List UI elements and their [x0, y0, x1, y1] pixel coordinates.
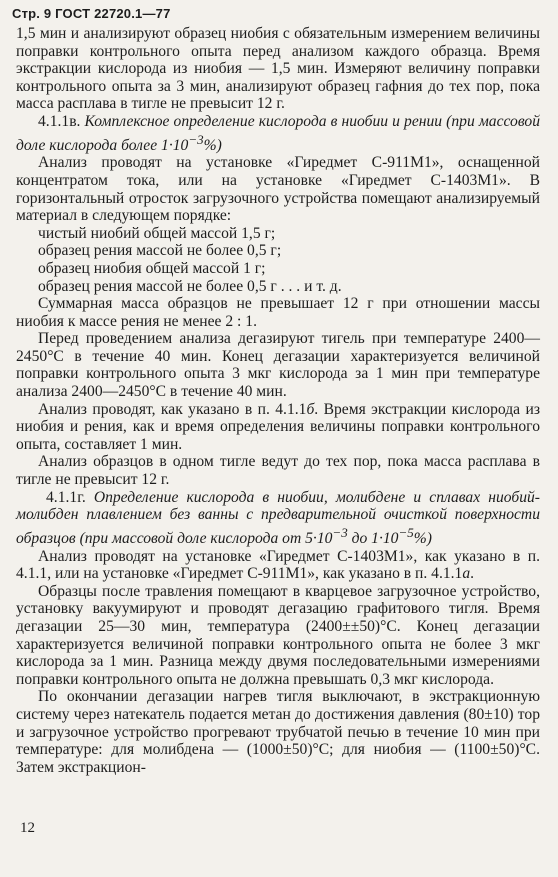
list-item: образец ниобия общей массой 1 г;	[38, 259, 266, 277]
paragraph: 1,5 мин и анализируют образец ниобия с обязательным измерением величины поправки контрольного опыта перед анализом каждого образца. Время экстракции кислорода из ниобия — 1,5 мин. Измеряют величину поправки контрольного опыта за 3 мин, анализируют образец гафния до тех пор, пока масса расплава в тигле не превысит 12 г.	[16, 25, 540, 113]
paragraph: Анализ проводят на установке «Гиредмет С-1403М1», как указано в п. 4.1.1, или на установке «Гиредмет С-911М1», как указано в п. 4.1.1а.	[16, 547, 540, 583]
document-body	[16, 25, 540, 776]
paragraph: Суммарная масса образцов не превышает 12 г при отношении массы ниобия к массе рения не менее 2 : 1.	[16, 295, 540, 330]
paragraph: 4.1.1г. Определение кислорода в ниобии, молибдене и сплавах ниобий-молибден плавлением без ванны с предварительной очисткой поверхности образцов (при массовой доле кислорода от $5\cdot 10^{-3}$ до $1\cdot 10^{-5}\%$)	[16, 488, 540, 547]
paragraph: Перед проведением анализа дегазируют тигель при температуре 2400—2450°С в течение 40 мин. Конец дегазации характеризуется величиной поправки контрольного опыта 3 мкг кислорода за 1 мин при температуре анализа 2400—2450°С в течение 40 мин.	[16, 330, 540, 401]
paragraph: По окончании дегазации нагрев тигля выключают, в экстракционную систему через натекатель подается метан до достижения давления (80±10) тор и загрузочное устройство прогревают трубчатой печью в течение 10 мин при температуре: для молибдена — (1000±50)°С; для ниобия — (1100±50)°С. Затем экстракцион-	[16, 688, 540, 776]
paragraph: Анализ проводят на установке «Гиредмет С-911М1», оснащенной концентратом тока, или на установке «Гиредмет С-1403М1». В горизонтальный отросток загрузочного устройства помещают анализируемый материал в следующем порядке:	[16, 154, 540, 225]
list-item: образец рения массой не более 0,5 г;	[38, 242, 282, 260]
paragraph: Анализ проводят, как указано в п. 4.1.1б. Время экстракции кислорода из ниобия и рения, как и время определения величины поправки контрольного опыта, составляет 1 мин.	[16, 400, 540, 453]
paragraph: Анализ образцов в одном тигле ведут до тех пор, пока масса расплава в тигле не превысит 12 г.	[16, 453, 540, 489]
paragraph: 4.1.1в. Комплексное определение кислорода в ниобии и рении (при массовой доле кислорода более $1\cdot 10^{-3}\%$)	[16, 112, 540, 154]
page-header: Стр. 9 ГОСТ 22720.1—77	[12, 6, 171, 21]
list-item: образец рения массой не более 0,5 г . . . и т. д.	[38, 277, 342, 295]
list-item: чистый ниобий общей массой 1,5 г;	[38, 224, 276, 242]
paragraph: Образцы после травления помещают в кварцевое загрузочное устройство, установку вакуумируют и проводят дегазацию графитового тигля. Время дегазации 25—30 мин, температура (2400±±50)°С. Конец дегазации характеризуется величиной поправки контрольного опыта не более 3 мкг кислорода за 1 мин. Разница между двумя последовательными измерениями поправки контрольного опыта не должна превышать 0,3 мкг кислорода.	[16, 582, 540, 688]
page-number: 12	[20, 820, 35, 836]
